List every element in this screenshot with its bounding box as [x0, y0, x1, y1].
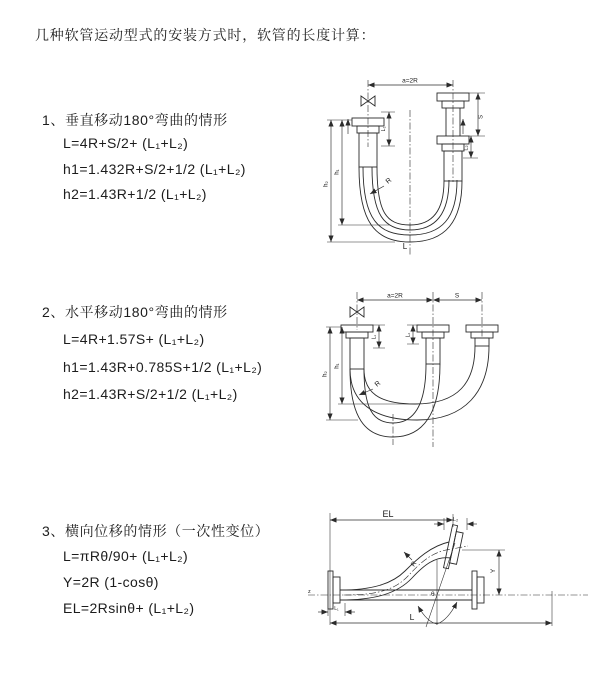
- dim-label-theta: θ: [431, 591, 435, 598]
- section-2-formula-h2: h2=1.43R+S/2+1/2 (L₁+L₂): [63, 386, 238, 402]
- u-bend-curves: [350, 346, 489, 437]
- right-fitting: [475, 338, 489, 346]
- angle-construction-lines: [426, 543, 455, 627]
- section-2-formula-L: L=4R+1.57S+ (L₁+L₂): [63, 331, 205, 347]
- s-curve-hose: [340, 542, 468, 600]
- dim-label-l1: L₁: [334, 606, 339, 612]
- hose-geometry: [352, 93, 469, 242]
- left-braided-hose-leg: [359, 133, 377, 167]
- dim-label-l2: L₂: [463, 145, 470, 151]
- dimensions: [323, 292, 483, 447]
- dim-label-l: L: [409, 612, 415, 622]
- section-3-heading: 3、横向位移的情形（一次性变位）: [42, 523, 270, 539]
- section-1-heading: 1、垂直移动180°弯曲的情形: [42, 112, 228, 128]
- u-bend-curves: [359, 167, 462, 242]
- diagram-lateral-displacement: [300, 505, 595, 645]
- dim-label-r: R: [409, 560, 419, 569]
- dim-label-a2r: a=2R: [402, 77, 418, 85]
- diagram-horizontal-180-bend: [315, 282, 595, 467]
- section-3-formula-Y: Y=2R (1-cosθ): [63, 574, 159, 590]
- section-1-formula-L: L=4R+S/2+ (L₁+L₂): [63, 135, 189, 151]
- section-3-formula-EL: EL=2Rsinθ+ (L₁+L₂): [63, 600, 195, 616]
- section-2-formula-h1: h1=1.43R+0.785S+1/2 (L₁+L₂): [63, 359, 263, 375]
- dim-label-el: EL: [382, 509, 394, 519]
- section-1-formula-h2: h2=1.43R+1/2 (L₁+L₂): [63, 186, 207, 202]
- dim-label-h1: h₁: [334, 363, 341, 369]
- swing-arc-arrow-icon: [437, 602, 457, 624]
- dim-label-a2r: a=2R: [387, 292, 403, 300]
- diagram-vertical-180-bend: [315, 72, 550, 262]
- page-title: 几种软管运动型式的安装方式时，软管的长度计算：: [35, 27, 376, 43]
- radius-leader: [404, 552, 412, 560]
- dim-label-s: S: [478, 114, 485, 120]
- dim-label-r: R: [373, 379, 383, 389]
- dim-label-l2: L₂: [405, 332, 412, 338]
- axis-mark-z: z: [308, 589, 311, 595]
- section-2-heading: 2、水平移动180°弯曲的情形: [42, 304, 228, 320]
- dim-label-l1: L₁: [381, 126, 387, 132]
- extension-lines: [326, 327, 418, 420]
- dim-label-l2: L₂: [452, 517, 459, 523]
- section-1-formula-h1: h1=1.432R+S/2+1/2 (L₁+L₂): [63, 161, 246, 177]
- dim-label-r: R: [384, 176, 394, 186]
- left-braided-hose-leg: [350, 338, 364, 369]
- section-3-formula-L: L=πRθ/90+ (L₁+L₂): [63, 548, 189, 564]
- dim-label-s: S: [454, 292, 460, 300]
- hose-geometry: [341, 307, 498, 437]
- dim-label-l: L: [402, 242, 408, 251]
- dim-label-h2: h₂: [322, 371, 329, 377]
- dim-label-h2: h₂: [323, 181, 330, 187]
- hose-geometry: [328, 525, 484, 609]
- dim-label-y: Y: [490, 568, 497, 574]
- dim-label-l1: L₁: [371, 334, 378, 340]
- dimensions: [308, 509, 588, 627]
- swing-arc-arrow-icon: [418, 606, 437, 624]
- right-flange: [472, 571, 484, 609]
- radius-leader: [370, 186, 384, 194]
- dimensions: [324, 78, 486, 256]
- extension-lines: [328, 591, 552, 626]
- dim-label-h1: h₁: [334, 169, 341, 175]
- extension-lines: [330, 513, 453, 625]
